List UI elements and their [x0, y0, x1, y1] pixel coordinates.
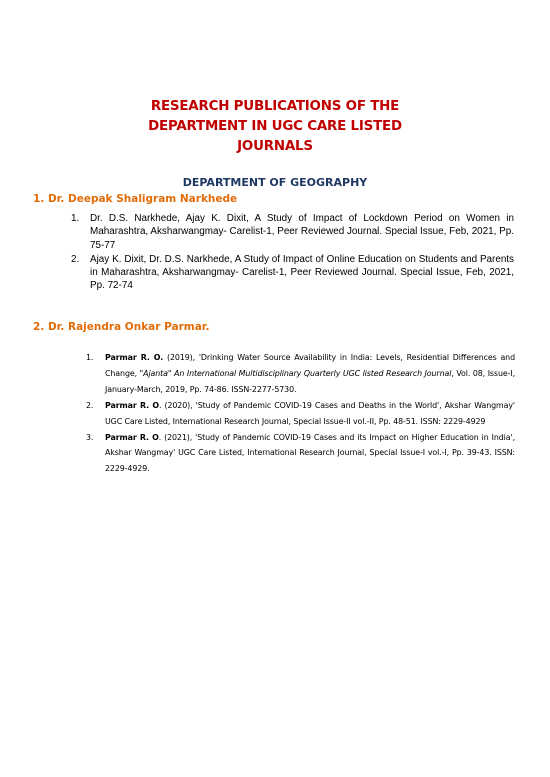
item-number: 3. — [86, 432, 94, 442]
publication-item — [71, 212, 514, 252]
publication-item — [86, 430, 515, 478]
publication-item — [86, 398, 515, 430]
item-number: 2. — [86, 400, 94, 410]
faculty-name-narkhede: 1. Dr. Deepak Shaligram Narkhede — [33, 193, 238, 205]
publication-item — [71, 253, 514, 293]
publication-author: Parmar R. O — [105, 400, 159, 410]
title-line: JOURNALS — [237, 139, 313, 154]
publication-text: Ajay K. Dixit, Dr. D.S. Narkhede, A Study of Impact of Online Education on Students and Parents in Maharashtra, Aksharwangmay- Carelist-1, Peer Reviewed Journal. Special Issue, Feb, 2021, Pp. 72-74 — [90, 253, 514, 292]
faculty-name-parmar: 2. Dr. Rajendra Onkar Parmar. — [33, 321, 210, 333]
item-number: 1. — [86, 353, 94, 362]
publication-text: . (2020), 'Study of Pandemic COVID-19 Cases and Deaths in the World', Akshar Wangmay' UGC Care Listed, International Research Journal, Special Issue-II vol.-II, Pp. 48-51. ISSN: 2229-4929 — [105, 400, 515, 426]
publication-text: (2019), 'Drinking Water Source Availability in India: Levels, Residential Differences and Change, — [105, 353, 515, 378]
title-line: DEPARTMENT IN UGC CARE LISTED — [148, 119, 402, 134]
item-number: 2. — [71, 253, 80, 265]
publication-text: . (2021), 'Study of Pandemic COVID-19 Cases and its Impact on Higher Education in India', Akshar Wangmay' UGC Care Listed, International Research Journal, Special Issue-I vol.-I, Pp. 39-43. ISSN: 2229-4929. — [105, 432, 515, 474]
item-number: 1. — [71, 213, 80, 224]
page-title — [0, 97, 550, 157]
publication-author: Parmar R. O. — [105, 353, 164, 362]
publication-text: Dr. D.S. Narkhede, Ajay K. Dixit, A Study of Impact of Lockdown Period on Women in Maharashtra, Aksharwangmay- Carelist-1, Peer Reviewed Journal. Special Issue, Feb, 2021, Pp. 75-77 — [90, 213, 514, 251]
department-heading: DEPARTMENT OF GEOGRAPHY — [182, 176, 368, 189]
publication-item — [86, 350, 515, 398]
publication-author: Parmar R. O — [105, 432, 159, 442]
title-line: RESEARCH PUBLICATIONS OF THE — [150, 99, 400, 114]
journal-name: "Ajanta" An International Multidisciplinary Quarterly UGC listed Research Journal — [139, 368, 452, 378]
publication-list-narkhede — [71, 212, 514, 293]
publication-details: , Vol. 08, Issue-I, January-March, 2019, Pp. 74-86. ISSN-2277-5730. — [105, 368, 515, 394]
publication-list-parmar — [86, 350, 515, 477]
